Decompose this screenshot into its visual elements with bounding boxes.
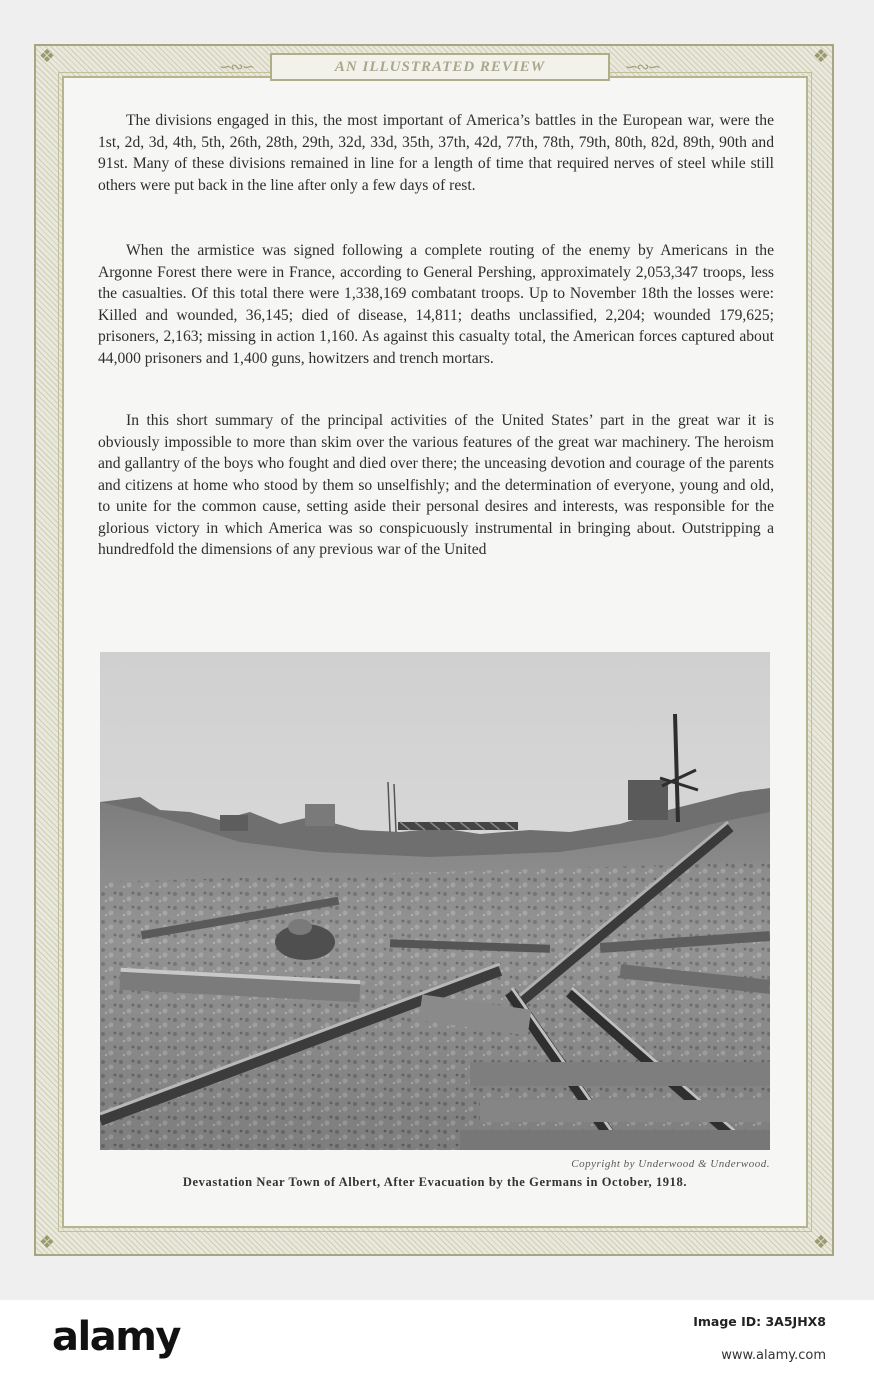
scroll-ornament-icon: ∽∾∽ [624,57,660,76]
running-header [270,53,610,81]
corner-ornament-icon: ❖ [38,46,56,67]
photo-credit: Copyright by Underwood & Underwood. [571,1158,770,1170]
paragraph [98,110,774,196]
paragraph-text: When the armistice was signed following a complete routing of the enemy by Americans in the Argonne Forest there were in France, according to General Pershing, approximately 2,053,347 troops, less the casualties. Of this total there were 1,338,169 combatant troops. Up to November 18th the losses were: Killed and wounded, 36,145; died of disease, 14,811; deaths unclassified, 2,204; wounded 179,625; prisoners, 2,163; missing in action 1,160. As against this casualty total, the American forces captured about 44,000 prisoners and 1,400 guns, howitzers and trench mortars. [98,242,774,367]
paragraph-text: The divisions engaged in this, the most important of America’s battles in the European war, were the 1st, 2d, 3d, 4th, 5th, 26th, 28th, 29th, 32d, 33d, 35th, 37th, 42d, 77th, 78th, 79th, 80th, 82d, 89th, 90th and 91st. Many of these divisions remained in line for a length of time that required nerves of steel while still others were put back in the line after only a few days of rest. [98,112,774,194]
paragraph-text: In this short summary of the principal activities of the United States’ part in the great war it is obviously impossible to more than skim over the various features of the great war machinery. The heroism and gallantry of the boys who fought and died over there; the unceasing devotion and courage of the parents and citizens at home who stood by them so unselfishly; and the determination of everyone, young and old, to unite for the common cause, setting aside their personal desires and interests, was responsible for the glorious victory in which America was so conspicuously instrumental in bringing about. Outstripping a hundredfold the dimensions of any previous war of the United [98,412,774,558]
photograph [100,652,770,1150]
stock-watermark-footer [0,1300,874,1390]
image-id-label: Image ID: 3A5JHX8 [693,1314,826,1329]
scroll-ornament-icon: ∽∾∽ [218,57,254,76]
running-header-title: AN ILLUSTRATED REVIEW [334,58,546,75]
site-url: www.alamy.com [721,1348,826,1363]
paragraph [98,240,774,369]
corner-ornament-icon: ❖ [38,1232,56,1253]
paragraph [98,410,774,561]
alamy-logo: alamy [52,1314,180,1360]
corner-ornament-icon: ❖ [812,46,830,67]
photo-caption: Devastation Near Town of Albert, After Evacuation by the Germans in October, 1918. [182,1175,688,1189]
devastation-photo [100,652,770,1150]
corner-ornament-icon: ❖ [812,1232,830,1253]
